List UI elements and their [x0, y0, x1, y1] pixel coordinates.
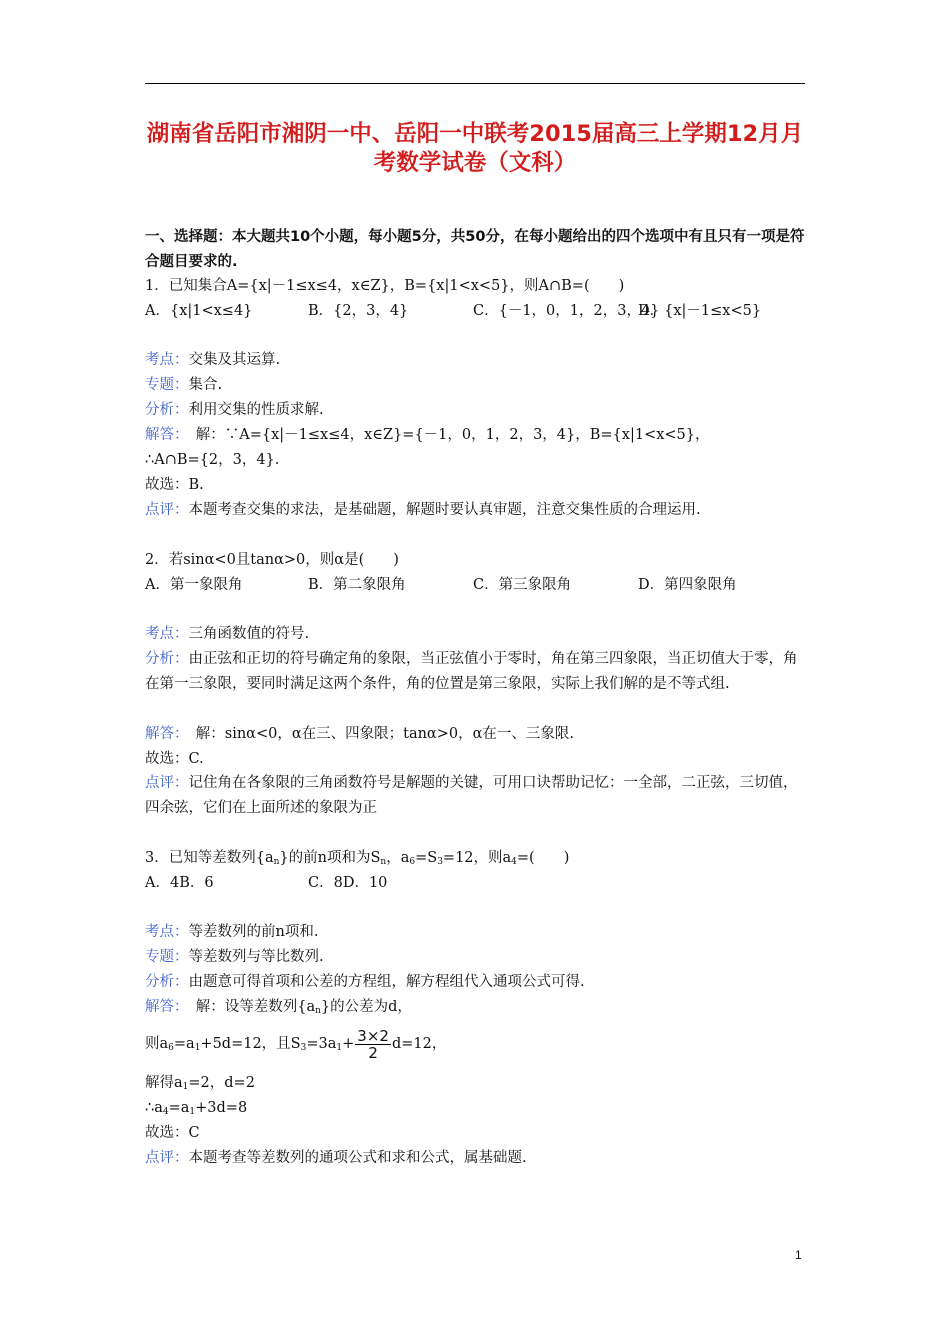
- q1-solution-line: ∴A∩B={2，3，4}.: [145, 452, 280, 468]
- page-title: 湖南省岳阳市湘阴一中、岳阳一中联考2015届高三上学期12月月考数学试卷（文科）: [146, 121, 804, 176]
- q3-kaodian: 考点：等差数列的前n项和.: [145, 924, 319, 940]
- fraction-numerator: 3×2: [357, 1026, 389, 1045]
- q2-option-a: A．第一象限角: [145, 577, 243, 593]
- q2-option-b: B．第二象限角: [308, 577, 406, 593]
- q3-equation-line: 则$a_6=a_1+5d=12$，且$S_3=3a_1+$ $\frac{3\times 2}{2}$ d=12，: [145, 1026, 447, 1062]
- q3-zhuanti: 专题：等差数列与等比数列.: [145, 949, 324, 965]
- q1-option-d: D．{x|－1≤x<5}: [638, 303, 762, 319]
- q2-jieda: 解答： 解：sinα<0，α在三、四象限；tanα>0，α在一、三象限.: [145, 726, 575, 742]
- q2-option-c: C．第三象限角: [473, 577, 572, 593]
- q2-answer: 故选：C.: [145, 751, 204, 767]
- q2-stem: 2．若sinα<0且tanα>0，则α是( ): [145, 552, 399, 568]
- q1-jieda: 解答： 解：∵A={x|－1≤x≤4，x∈Z}={－1，0，1，2，3，4}，B={x|1<x<5}，: [145, 427, 710, 443]
- fraction: [355, 1028, 391, 1061]
- q1-fenxi: 分析：利用交集的性质求解.: [145, 402, 324, 418]
- fraction-denominator: 2: [368, 1043, 378, 1062]
- q1-option-b: B．{2，3，4}: [308, 303, 409, 319]
- q3-fenxi: 分析：由题意可得首项和公差的方程组，解方程组代入通项公式可得.: [145, 974, 585, 990]
- q1-option-a: A．{x|1<x≤4}: [145, 303, 253, 319]
- q1-answer: 故选：B.: [145, 477, 204, 493]
- q3-option-cd: C．8D．10: [308, 875, 388, 891]
- section-header: 一、选择题：本大题共10个小题，每小题5分，共50分，在每小题给出的四个选项中有且只有一项是符合题目要求的.: [145, 229, 805, 270]
- q2-options: [145, 575, 737, 595]
- q1-options: [145, 301, 761, 321]
- header-rule: [145, 83, 805, 84]
- q1-zhuanti: 专题：集合.: [145, 377, 223, 393]
- q2-option-d: D．第四象限角: [638, 577, 737, 593]
- q1-stem: 1．已知集合A={x|－1≤x≤4，x∈Z}，B={x|1<x<5}，则A∩B=( ): [145, 278, 625, 294]
- q3-solve-line: 解得$a_1=2$，d=2: [145, 1075, 255, 1092]
- q3-jieda: 解答： 解：设等差数列$\{a_n\}$的公差为d，: [145, 999, 412, 1016]
- q1-option-c: C．{－1，0，1，2，3，4}: [473, 303, 660, 319]
- q1-kaodian: 考点：交集及其运算.: [145, 352, 281, 368]
- q3-result-line: $\therefore a_4=a_1+3d=8$: [145, 1100, 248, 1117]
- q2-kaodian: 考点：三角函数值的符号.: [145, 626, 310, 642]
- page-number: 1: [795, 1248, 802, 1262]
- q2-dianping: 点评：记住角在各象限的三角函数符号是解题的关键，可用口诀帮助记忆：一全部，二正弦，三切值，四余弦，它们在上面所述的象限为正: [145, 775, 798, 816]
- q3-dianping: 点评：本题考查等差数列的通项公式和求和公式，属基础题.: [145, 1150, 527, 1166]
- q3-answer: 故选：C: [145, 1125, 200, 1141]
- q1-dianping: 点评：本题考查交集的求法，是基础题，解题时要认真审题，注意交集性质的合理运用.: [145, 502, 701, 518]
- q2-fenxi: 分析：由正弦和正切的符号确定角的象限，当正弦值小于零时，角在第三四象限，当正切值大于零，角在第一三象限，要同时满足这两个条件，角的位置是第三象限，实际上我们解的是不等式组.: [145, 651, 798, 692]
- q3-stem: 3．已知等差数列$\{a_n\}$的前n项和为$S_n$，$a_6=S_3=12$，则$a_4=$( ): [145, 850, 570, 867]
- q3-option-ab: A．4B．6: [145, 875, 214, 891]
- q3-options: [145, 873, 387, 893]
